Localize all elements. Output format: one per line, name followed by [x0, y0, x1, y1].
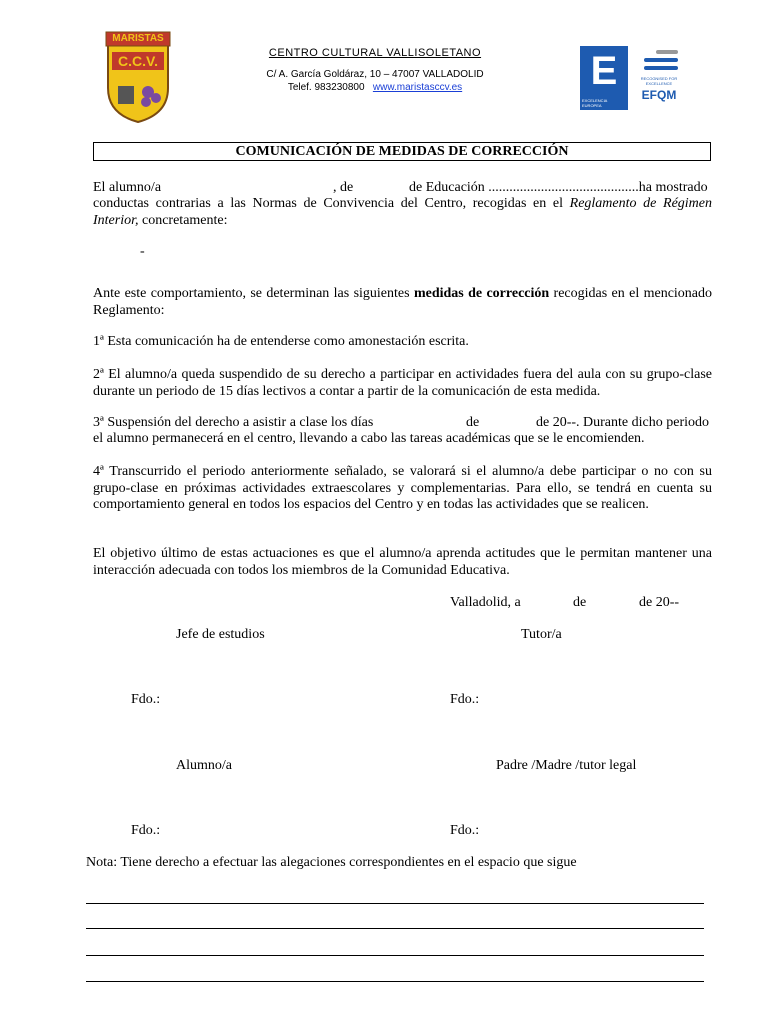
date-de: de	[573, 595, 587, 610]
telephone: Telef. 983230800	[287, 82, 365, 93]
measures-after: recogidas en el mencionado Reglamento:	[93, 286, 713, 318]
excellence-logo	[580, 46, 628, 110]
objective: El objetivo último de estas actuaciones es que el alumno/a aprenda actitudes que le permitan mantener una interacción adecuada con todos los miembros de la Comunidad Educativa.	[93, 546, 712, 578]
logo-left-text: MARISTAS	[112, 33, 164, 44]
allegation-line[interactable]	[86, 955, 704, 956]
intro-line2	[93, 196, 712, 229]
intro-concretely: concretamente:	[142, 212, 228, 228]
logo-right-caption-1: EXCELENCIA EUROPEA	[582, 98, 608, 108]
allegation-line[interactable]	[86, 928, 704, 929]
measure-3-line2: el alumno permanecerá en el centro, llevando a cabo las tareas académicas que se le encomienden.	[93, 431, 645, 446]
intro-conduct: conductas contrarias a las Normas de Convivencia del Centro, recogidas en el	[93, 196, 563, 211]
measure-3-part-c: de 20--. Durante dicho periodo	[536, 415, 709, 430]
date-city: Valladolid, a	[450, 595, 521, 610]
measures-intro	[93, 286, 712, 319]
signature-fdo-padre: Fdo.:	[450, 823, 480, 838]
intro-student: El alumno/a	[93, 180, 162, 195]
signature-alumno-label: Alumno/a	[176, 758, 232, 773]
measure-3-part-b: de	[466, 415, 480, 430]
allegation-line[interactable]	[86, 903, 704, 904]
logo-right-caption-2: RECOGNISED FOR EXCELLENCE	[640, 76, 678, 86]
intro-comma-de: , de	[333, 180, 354, 195]
signature-fdo-alumno: Fdo.:	[131, 823, 161, 838]
intro-education: de Educación ...........................................ha mostrado	[409, 180, 708, 195]
regulation-name: Reglamento de Régimen Interior,	[93, 196, 713, 228]
intro-dash: -	[140, 244, 145, 259]
allegation-line[interactable]	[86, 981, 704, 982]
signature-padre-label: Padre /Madre /tutor legal	[496, 758, 637, 773]
measures-before: Ante este comportamiento, se determinan las siguientes	[93, 286, 410, 301]
efqm-logo	[636, 50, 682, 104]
date-year: de 20--	[639, 595, 680, 610]
logo-right-e: E	[590, 49, 618, 93]
measure-1: 1ª Esta comunicación ha de entenderse como amonestación escrita.	[93, 334, 469, 349]
measure-2: 2ª El alumno/a queda suspendido de su derecho a participar en actividades fuera del aula con su grupo-clase durante un periodo de 15 días lectivos a contar a partir de la comunicación de esta medida.	[93, 367, 712, 399]
note: Nota: Tiene derecho a efectuar las alegaciones correspondientes en el espacio que sigue	[86, 855, 577, 870]
logo-right-efqm: EFQM	[641, 88, 677, 102]
measure-3-part-a: 3ª Suspensión del derecho a asistir a clase los días	[93, 415, 374, 430]
measures-bold: medidas de corrección	[413, 286, 550, 301]
logo-left-sub: C.C.V.	[118, 53, 158, 69]
maristas-logo	[104, 30, 172, 124]
address: C/ A. García Goldáraz, 10 – 47007 VALLADOLID	[266, 69, 484, 80]
page-title: COMUNICACIÓN DE MEDIDAS DE CORRECCIÓN	[93, 142, 711, 161]
signature-jefe-label: Jefe de estudios	[176, 627, 265, 642]
telephone-line	[230, 82, 520, 93]
signature-fdo-jefe: Fdo.:	[131, 692, 161, 707]
signature-fdo-tutor: Fdo.:	[450, 692, 480, 707]
center-title: CENTRO CULTURAL VALLISOLETANO	[268, 47, 482, 59]
signature-tutor-label: Tutor/a	[521, 627, 562, 642]
measure-4: 4ª Transcurrido el periodo anteriormente señalado, se valorará si el alumno/a debe participar o no con su grupo-clase en próximas actividades extraescolares y complementarias. Para ello, se tendrá en cuenta su comportamiento general en todos los espacios del Centro y en todas las actividades que se realicen.	[93, 464, 712, 512]
website-link[interactable]: www.maristasccv.es	[372, 82, 463, 93]
